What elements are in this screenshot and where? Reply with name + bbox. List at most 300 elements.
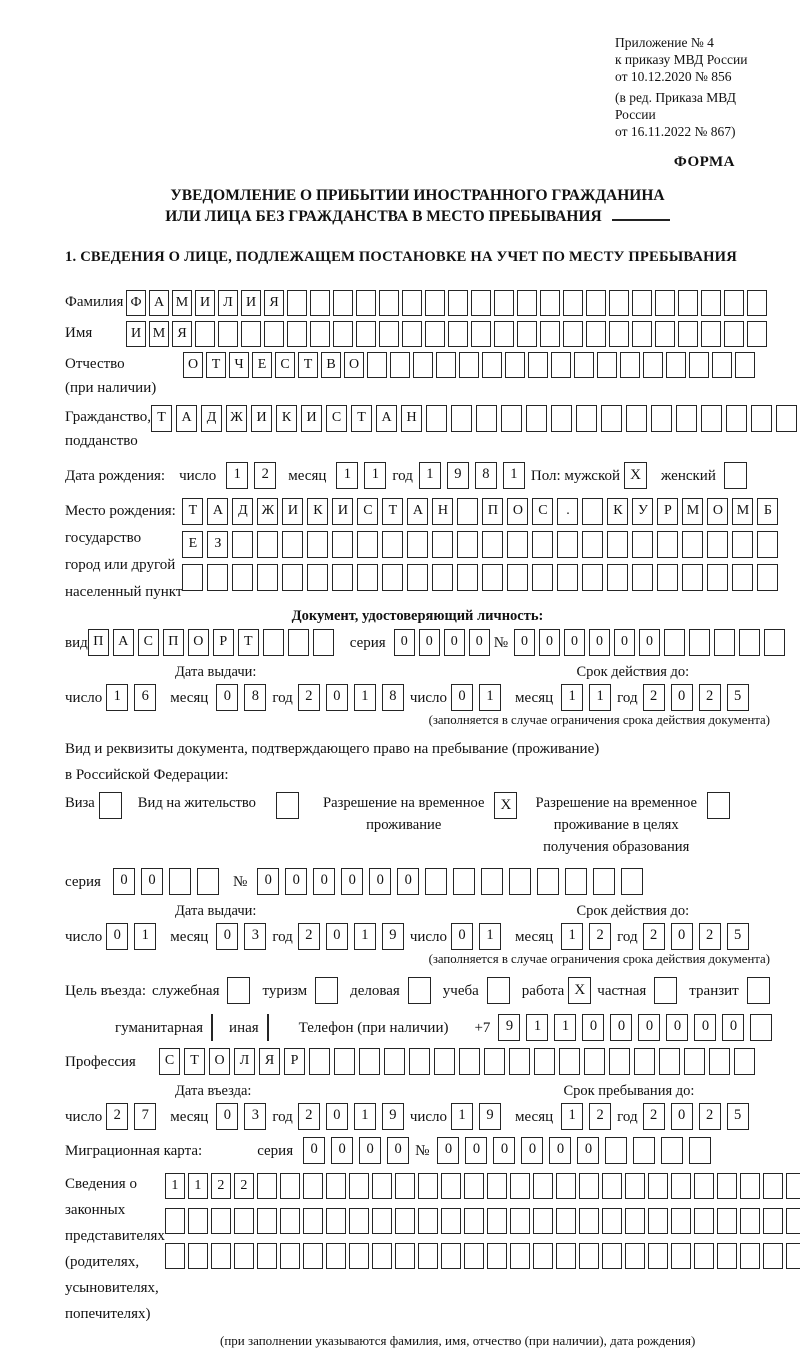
char-cell[interactable] — [757, 564, 778, 591]
char-cell[interactable] — [257, 531, 278, 558]
char-cell[interactable] — [625, 1208, 645, 1234]
identity-issue-year[interactable] — [298, 684, 410, 711]
residence-valid-month[interactable] — [561, 923, 617, 950]
char-cell[interactable]: Б — [757, 498, 778, 525]
char-cell[interactable] — [648, 1208, 668, 1234]
char-cell[interactable]: 9 — [479, 1103, 501, 1130]
char-cell[interactable]: 1 — [106, 684, 128, 711]
char-cell[interactable]: 0 — [589, 629, 610, 656]
purpose-transit-checkbox[interactable] — [747, 977, 770, 1004]
char-cell[interactable] — [263, 629, 284, 656]
char-cell[interactable] — [309, 1048, 330, 1075]
char-cell[interactable] — [332, 564, 353, 591]
char-cell[interactable]: 0 — [216, 1103, 238, 1130]
char-cell[interactable]: 0 — [638, 1014, 660, 1041]
char-cell[interactable]: 0 — [326, 1103, 348, 1130]
profession-boxes[interactable] — [159, 1048, 759, 1075]
identity-valid-month[interactable] — [561, 684, 617, 711]
residence-permit-checkbox[interactable] — [276, 792, 299, 819]
char-cell[interactable] — [407, 531, 428, 558]
char-cell[interactable] — [671, 1208, 691, 1234]
char-cell[interactable]: 1 — [503, 462, 525, 489]
char-cell[interactable] — [526, 405, 547, 432]
char-cell[interactable] — [432, 564, 453, 591]
char-cell[interactable]: 5 — [727, 684, 749, 711]
char-cell[interactable]: Я — [259, 1048, 280, 1075]
char-cell[interactable] — [510, 1208, 530, 1234]
char-cell[interactable] — [701, 405, 722, 432]
stay-month[interactable] — [561, 1103, 617, 1130]
char-cell[interactable]: 0 — [397, 868, 419, 895]
char-cell[interactable]: 0 — [671, 923, 693, 950]
char-cell[interactable] — [459, 352, 479, 378]
char-cell[interactable] — [264, 321, 284, 347]
char-cell[interactable] — [724, 321, 744, 347]
char-cell[interactable] — [436, 352, 456, 378]
char-cell[interactable] — [182, 564, 203, 591]
char-cell[interactable] — [559, 1048, 580, 1075]
char-cell[interactable] — [484, 1048, 505, 1075]
char-cell[interactable] — [609, 321, 629, 347]
char-cell[interactable]: Л — [234, 1048, 255, 1075]
char-cell[interactable]: 0 — [671, 684, 693, 711]
char-cell[interactable]: 0 — [666, 1014, 688, 1041]
char-cell[interactable]: Т — [184, 1048, 205, 1075]
char-cell[interactable]: 0 — [216, 684, 238, 711]
char-cell[interactable]: 0 — [326, 923, 348, 950]
char-cell[interactable] — [724, 290, 744, 316]
char-cell[interactable] — [712, 352, 732, 378]
char-cell[interactable]: С — [357, 498, 378, 525]
char-cell[interactable]: 0 — [610, 1014, 632, 1041]
char-cell[interactable]: А — [407, 498, 428, 525]
char-cell[interactable] — [682, 564, 703, 591]
doc-series-boxes[interactable] — [394, 629, 494, 656]
char-cell[interactable] — [188, 1208, 208, 1234]
char-cell[interactable] — [694, 1173, 714, 1199]
char-cell[interactable] — [207, 564, 228, 591]
char-cell[interactable]: 0 — [564, 629, 585, 656]
char-cell[interactable]: Д — [232, 498, 253, 525]
char-cell[interactable] — [734, 1048, 755, 1075]
char-cell[interactable]: Р — [213, 629, 234, 656]
migration-number-boxes[interactable] — [437, 1137, 717, 1164]
char-cell[interactable] — [574, 352, 594, 378]
char-cell[interactable] — [471, 290, 491, 316]
char-cell[interactable] — [356, 321, 376, 347]
char-cell[interactable]: 8 — [475, 462, 497, 489]
char-cell[interactable] — [165, 1208, 185, 1234]
char-cell[interactable] — [757, 531, 778, 558]
char-cell[interactable] — [643, 352, 663, 378]
char-cell[interactable]: 9 — [382, 1103, 404, 1130]
char-cell[interactable]: 2 — [106, 1103, 128, 1130]
entry-year[interactable] — [298, 1103, 410, 1130]
residence-number-boxes[interactable] — [257, 868, 649, 895]
char-cell[interactable] — [694, 1243, 714, 1269]
char-cell[interactable]: Т — [151, 405, 172, 432]
char-cell[interactable]: 0 — [313, 868, 335, 895]
char-cell[interactable]: 0 — [451, 684, 473, 711]
char-cell[interactable]: Р — [284, 1048, 305, 1075]
char-cell[interactable] — [384, 1048, 405, 1075]
char-cell[interactable] — [671, 1243, 691, 1269]
char-cell[interactable]: И — [195, 290, 215, 316]
char-cell[interactable] — [413, 352, 433, 378]
char-cell[interactable] — [372, 1208, 392, 1234]
char-cell[interactable] — [633, 1137, 655, 1164]
char-cell[interactable] — [372, 1173, 392, 1199]
char-cell[interactable] — [280, 1173, 300, 1199]
char-cell[interactable] — [282, 531, 303, 558]
char-cell[interactable] — [507, 564, 528, 591]
char-cell[interactable] — [534, 1048, 555, 1075]
char-cell[interactable] — [232, 564, 253, 591]
char-cell[interactable] — [563, 321, 583, 347]
char-cell[interactable] — [664, 629, 685, 656]
char-cell[interactable]: К — [276, 405, 297, 432]
char-cell[interactable]: А — [176, 405, 197, 432]
char-cell[interactable] — [326, 1208, 346, 1234]
char-cell[interactable] — [510, 1173, 530, 1199]
char-cell[interactable] — [487, 1208, 507, 1234]
char-cell[interactable] — [188, 1243, 208, 1269]
char-cell[interactable] — [510, 1243, 530, 1269]
char-cell[interactable]: М — [149, 321, 169, 347]
char-cell[interactable] — [717, 1173, 737, 1199]
char-cell[interactable]: 2 — [643, 684, 665, 711]
char-cell[interactable]: 1 — [336, 462, 358, 489]
birth-place-boxes-row3[interactable] — [182, 564, 782, 591]
char-cell[interactable]: 1 — [354, 1103, 376, 1130]
char-cell[interactable] — [494, 321, 514, 347]
char-cell[interactable]: 1 — [419, 462, 441, 489]
char-cell[interactable]: О — [183, 352, 203, 378]
char-cell[interactable] — [593, 868, 615, 895]
char-cell[interactable] — [257, 564, 278, 591]
char-cell[interactable] — [625, 1173, 645, 1199]
char-cell[interactable]: 0 — [614, 629, 635, 656]
char-cell[interactable]: 2 — [699, 923, 721, 950]
char-cell[interactable] — [432, 531, 453, 558]
char-cell[interactable] — [620, 352, 640, 378]
char-cell[interactable] — [441, 1208, 461, 1234]
char-cell[interactable] — [740, 1208, 760, 1234]
char-cell[interactable] — [441, 1243, 461, 1269]
char-cell[interactable] — [786, 1243, 800, 1269]
char-cell[interactable]: Ж — [226, 405, 247, 432]
char-cell[interactable] — [359, 1048, 380, 1075]
char-cell[interactable] — [494, 290, 514, 316]
char-cell[interactable] — [751, 405, 772, 432]
char-cell[interactable] — [532, 564, 553, 591]
char-cell[interactable]: 1 — [364, 462, 386, 489]
char-cell[interactable]: 0 — [521, 1137, 543, 1164]
char-cell[interactable] — [556, 1173, 576, 1199]
char-cell[interactable] — [625, 1243, 645, 1269]
char-cell[interactable] — [367, 352, 387, 378]
char-cell[interactable]: П — [88, 629, 109, 656]
char-cell[interactable]: 2 — [298, 1103, 320, 1130]
char-cell[interactable]: И — [251, 405, 272, 432]
char-cell[interactable]: 2 — [254, 462, 276, 489]
char-cell[interactable] — [634, 1048, 655, 1075]
char-cell[interactable]: 0 — [465, 1137, 487, 1164]
representatives-boxes-row3[interactable] — [165, 1243, 800, 1269]
char-cell[interactable]: Т — [351, 405, 372, 432]
char-cell[interactable]: 2 — [589, 1103, 611, 1130]
visa-checkbox[interactable] — [99, 792, 122, 819]
char-cell[interactable]: 0 — [671, 1103, 693, 1130]
char-cell[interactable] — [517, 321, 537, 347]
char-cell[interactable] — [307, 564, 328, 591]
char-cell[interactable] — [732, 531, 753, 558]
purpose-work-checkbox[interactable]: X — [568, 977, 591, 1004]
char-cell[interactable] — [457, 531, 478, 558]
char-cell[interactable]: И — [241, 290, 261, 316]
char-cell[interactable] — [307, 531, 328, 558]
char-cell[interactable] — [425, 868, 447, 895]
char-cell[interactable]: Е — [252, 352, 272, 378]
char-cell[interactable] — [689, 352, 709, 378]
char-cell[interactable]: 9 — [382, 923, 404, 950]
char-cell[interactable] — [418, 1243, 438, 1269]
char-cell[interactable]: Е — [182, 531, 203, 558]
char-cell[interactable] — [395, 1173, 415, 1199]
char-cell[interactable] — [280, 1243, 300, 1269]
char-cell[interactable] — [487, 1173, 507, 1199]
char-cell[interactable]: 9 — [447, 462, 469, 489]
residence-issue-month[interactable] — [216, 923, 272, 950]
char-cell[interactable]: 5 — [727, 1103, 749, 1130]
char-cell[interactable] — [747, 321, 767, 347]
char-cell[interactable]: 0 — [577, 1137, 599, 1164]
char-cell[interactable] — [707, 531, 728, 558]
char-cell[interactable]: С — [275, 352, 295, 378]
char-cell[interactable]: 0 — [437, 1137, 459, 1164]
char-cell[interactable]: 0 — [582, 1014, 604, 1041]
char-cell[interactable]: Я — [264, 290, 284, 316]
char-cell[interactable] — [313, 629, 334, 656]
char-cell[interactable]: 1 — [165, 1173, 185, 1199]
char-cell[interactable] — [482, 564, 503, 591]
char-cell[interactable] — [409, 1048, 430, 1075]
purpose-official-checkbox[interactable] — [227, 977, 250, 1004]
char-cell[interactable]: 1 — [226, 462, 248, 489]
char-cell[interactable] — [197, 868, 219, 895]
char-cell[interactable] — [602, 1173, 622, 1199]
char-cell[interactable]: 0 — [326, 684, 348, 711]
stay-year[interactable] — [643, 1103, 755, 1130]
char-cell[interactable]: Р — [657, 498, 678, 525]
char-cell[interactable] — [657, 564, 678, 591]
char-cell[interactable] — [395, 1243, 415, 1269]
char-cell[interactable]: 1 — [354, 684, 376, 711]
char-cell[interactable] — [602, 1208, 622, 1234]
char-cell[interactable] — [379, 290, 399, 316]
char-cell[interactable] — [582, 564, 603, 591]
identity-valid-day[interactable] — [451, 684, 507, 711]
char-cell[interactable] — [689, 629, 710, 656]
char-cell[interactable] — [532, 531, 553, 558]
char-cell[interactable] — [651, 405, 672, 432]
char-cell[interactable] — [257, 1208, 277, 1234]
char-cell[interactable] — [418, 1173, 438, 1199]
char-cell[interactable]: 0 — [369, 868, 391, 895]
char-cell[interactable] — [556, 1243, 576, 1269]
char-cell[interactable] — [434, 1048, 455, 1075]
char-cell[interactable]: И — [126, 321, 146, 347]
char-cell[interactable] — [601, 405, 622, 432]
char-cell[interactable] — [257, 1243, 277, 1269]
char-cell[interactable]: И — [282, 498, 303, 525]
char-cell[interactable] — [303, 1243, 323, 1269]
char-cell[interactable] — [426, 405, 447, 432]
char-cell[interactable] — [632, 290, 652, 316]
char-cell[interactable]: С — [532, 498, 553, 525]
stay-day[interactable] — [451, 1103, 507, 1130]
char-cell[interactable] — [211, 1208, 231, 1234]
char-cell[interactable]: 2 — [589, 923, 611, 950]
char-cell[interactable]: С — [326, 405, 347, 432]
char-cell[interactable] — [537, 868, 559, 895]
char-cell[interactable]: 0 — [106, 923, 128, 950]
char-cell[interactable] — [418, 1208, 438, 1234]
char-cell[interactable] — [282, 564, 303, 591]
char-cell[interactable]: 2 — [699, 684, 721, 711]
char-cell[interactable]: 0 — [341, 868, 363, 895]
char-cell[interactable]: К — [307, 498, 328, 525]
identity-issue-day[interactable] — [106, 684, 162, 711]
char-cell[interactable]: О — [209, 1048, 230, 1075]
char-cell[interactable] — [671, 1173, 691, 1199]
char-cell[interactable] — [441, 1173, 461, 1199]
char-cell[interactable] — [676, 405, 697, 432]
char-cell[interactable] — [579, 1243, 599, 1269]
char-cell[interactable] — [257, 1173, 277, 1199]
doc-type-boxes[interactable] — [88, 629, 338, 656]
char-cell[interactable] — [586, 290, 606, 316]
char-cell[interactable]: 3 — [244, 1103, 266, 1130]
char-cell[interactable] — [565, 868, 587, 895]
char-cell[interactable]: Т — [206, 352, 226, 378]
purpose-private-checkbox[interactable] — [654, 977, 677, 1004]
representatives-boxes-row1[interactable] — [165, 1173, 800, 1199]
char-cell[interactable] — [457, 498, 478, 525]
entry-month[interactable] — [216, 1103, 272, 1130]
char-cell[interactable] — [666, 352, 686, 378]
char-cell[interactable]: 6 — [134, 684, 156, 711]
char-cell[interactable]: 0 — [451, 923, 473, 950]
birth-day-boxes[interactable] — [226, 462, 282, 489]
char-cell[interactable] — [556, 1208, 576, 1234]
char-cell[interactable] — [349, 1173, 369, 1199]
char-cell[interactable]: 0 — [303, 1137, 325, 1164]
char-cell[interactable]: 0 — [216, 923, 238, 950]
char-cell[interactable]: И — [332, 498, 353, 525]
char-cell[interactable]: 1 — [561, 923, 583, 950]
char-cell[interactable]: 0 — [539, 629, 560, 656]
char-cell[interactable]: 0 — [722, 1014, 744, 1041]
char-cell[interactable]: Д — [201, 405, 222, 432]
char-cell[interactable] — [241, 321, 261, 347]
char-cell[interactable] — [648, 1173, 668, 1199]
char-cell[interactable] — [701, 290, 721, 316]
char-cell[interactable]: 0 — [387, 1137, 409, 1164]
char-cell[interactable]: 8 — [382, 684, 404, 711]
char-cell[interactable]: Ф — [126, 290, 146, 316]
surname-boxes[interactable] — [126, 290, 770, 316]
char-cell[interactable]: 1 — [479, 923, 501, 950]
char-cell[interactable] — [732, 564, 753, 591]
char-cell[interactable]: 1 — [188, 1173, 208, 1199]
char-cell[interactable] — [402, 321, 422, 347]
char-cell[interactable] — [584, 1048, 605, 1075]
char-cell[interactable] — [786, 1208, 800, 1234]
char-cell[interactable] — [448, 290, 468, 316]
char-cell[interactable] — [750, 1014, 772, 1041]
char-cell[interactable]: 0 — [514, 629, 535, 656]
char-cell[interactable] — [694, 1208, 714, 1234]
char-cell[interactable] — [709, 1048, 730, 1075]
char-cell[interactable] — [557, 564, 578, 591]
char-cell[interactable] — [655, 321, 675, 347]
char-cell[interactable] — [332, 531, 353, 558]
char-cell[interactable] — [357, 531, 378, 558]
char-cell[interactable] — [726, 405, 747, 432]
birth-year-boxes[interactable] — [419, 462, 531, 489]
residence-series-boxes[interactable] — [113, 868, 225, 895]
char-cell[interactable] — [326, 1173, 346, 1199]
char-cell[interactable]: 0 — [694, 1014, 716, 1041]
char-cell[interactable] — [609, 1048, 630, 1075]
char-cell[interactable] — [287, 321, 307, 347]
char-cell[interactable] — [632, 564, 653, 591]
char-cell[interactable]: 0 — [394, 629, 415, 656]
char-cell[interactable] — [218, 321, 238, 347]
char-cell[interactable] — [303, 1208, 323, 1234]
birth-place-boxes-row2[interactable] — [182, 531, 782, 558]
char-cell[interactable] — [310, 290, 330, 316]
birth-place-boxes-row1[interactable] — [182, 498, 782, 525]
char-cell[interactable] — [689, 1137, 711, 1164]
char-cell[interactable]: У — [632, 498, 653, 525]
char-cell[interactable] — [763, 1243, 783, 1269]
char-cell[interactable] — [740, 1173, 760, 1199]
temp-residence-education-checkbox[interactable] — [707, 792, 730, 819]
char-cell[interactable] — [739, 629, 760, 656]
char-cell[interactable] — [786, 1173, 800, 1199]
char-cell[interactable]: Ч — [229, 352, 249, 378]
char-cell[interactable] — [390, 352, 410, 378]
char-cell[interactable] — [682, 531, 703, 558]
purpose-study-checkbox[interactable] — [487, 977, 510, 1004]
char-cell[interactable] — [648, 1243, 668, 1269]
char-cell[interactable] — [701, 321, 721, 347]
birth-month-boxes[interactable] — [336, 462, 392, 489]
char-cell[interactable]: 0 — [113, 868, 135, 895]
char-cell[interactable] — [507, 531, 528, 558]
char-cell[interactable] — [395, 1208, 415, 1234]
char-cell[interactable]: 2 — [699, 1103, 721, 1130]
char-cell[interactable] — [195, 321, 215, 347]
patronymic-boxes[interactable] — [183, 352, 758, 378]
char-cell[interactable] — [453, 868, 475, 895]
char-cell[interactable]: М — [732, 498, 753, 525]
char-cell[interactable] — [448, 321, 468, 347]
temp-residence-checkbox[interactable]: X — [494, 792, 517, 819]
char-cell[interactable]: 0 — [549, 1137, 571, 1164]
